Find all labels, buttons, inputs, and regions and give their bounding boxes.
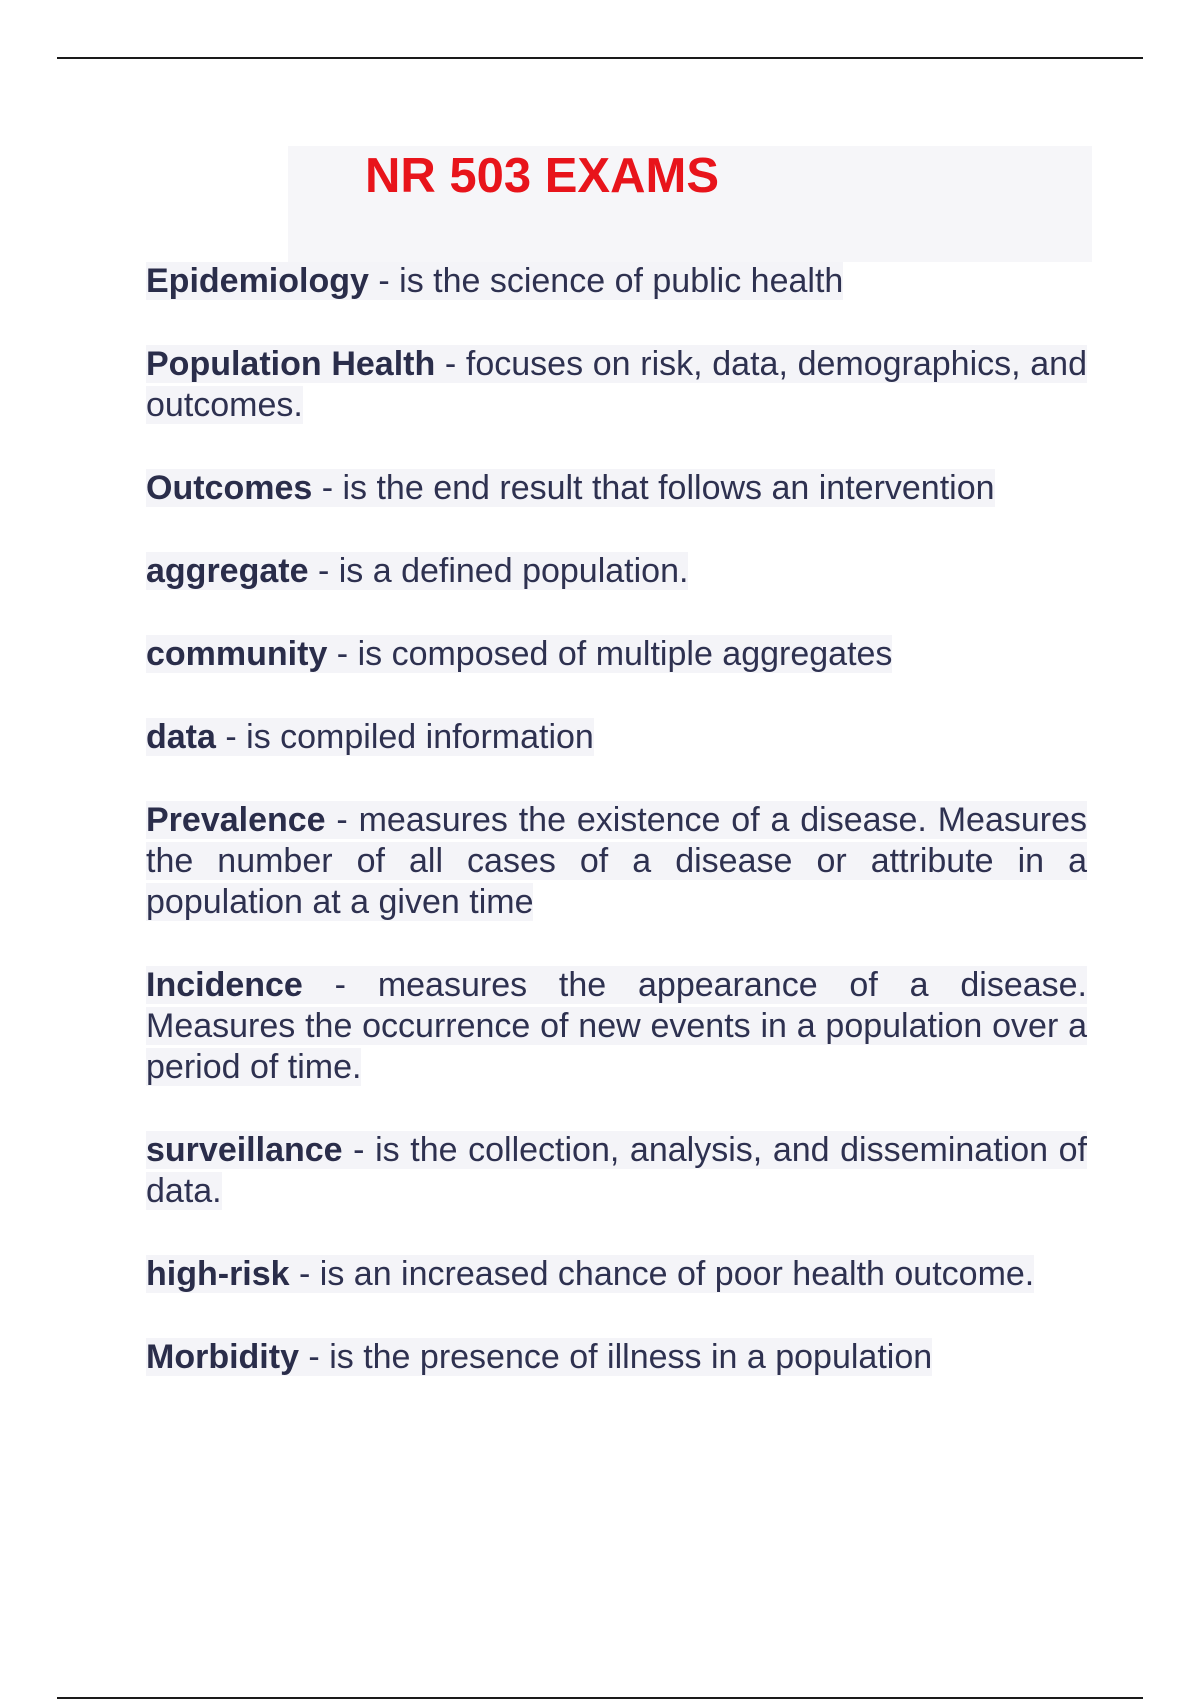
top-rule bbox=[57, 57, 1143, 59]
term-definition: - is a defined population. bbox=[308, 552, 689, 590]
bottom-rule bbox=[57, 1697, 1143, 1699]
term-word: surveillance bbox=[146, 1131, 343, 1169]
term-definition: - is the presence of illness in a population bbox=[298, 1338, 933, 1376]
term-item-aggregate bbox=[146, 551, 1087, 592]
term-word: Prevalence bbox=[146, 801, 326, 839]
term-item-outcomes bbox=[146, 468, 1087, 509]
term-definition: - is the science of public health bbox=[368, 262, 844, 300]
term-item-morbidity bbox=[146, 1337, 1087, 1378]
term-item-incidence bbox=[146, 965, 1087, 1088]
term-word: Population Health bbox=[146, 345, 436, 383]
term-item-surveillance bbox=[146, 1130, 1087, 1212]
term-item-prevalence bbox=[146, 800, 1087, 923]
term-word: community bbox=[146, 635, 328, 673]
term-item-community bbox=[146, 634, 1087, 675]
term-word: Epidemiology bbox=[146, 262, 369, 300]
term-item-population-health bbox=[146, 344, 1087, 426]
term-item-epidemiology bbox=[146, 261, 1087, 302]
term-item-data bbox=[146, 717, 1087, 758]
term-definition: - focuses on risk, data, demographics, and outcomes. bbox=[146, 345, 1087, 424]
term-word: Morbidity bbox=[146, 1338, 299, 1376]
term-word: high-risk bbox=[146, 1255, 290, 1293]
term-definition: - measures the appearance of a disease. Measures the occurrence of new events in a population over a period of time. bbox=[146, 966, 1087, 1086]
term-item-high-risk bbox=[146, 1254, 1087, 1295]
term-word: Incidence bbox=[146, 966, 303, 1004]
term-definition: - measures the existence of a disease. Measures the number of all cases of a disease or attribute in a population at a given time bbox=[146, 801, 1087, 921]
term-word: Outcomes bbox=[146, 469, 313, 507]
term-definition: - is an increased chance of poor health outcome. bbox=[289, 1255, 1035, 1293]
term-list bbox=[146, 261, 1087, 1420]
term-definition: - is composed of multiple aggregates bbox=[327, 635, 893, 673]
term-definition: - is compiled information bbox=[215, 718, 594, 756]
term-definition: - is the collection, analysis, and dissemination of data. bbox=[146, 1131, 1087, 1210]
term-word: data bbox=[146, 718, 216, 756]
term-definition: - is the end result that follows an intervention bbox=[312, 469, 995, 507]
term-word: aggregate bbox=[146, 552, 309, 590]
page-title: NR 503 EXAMS bbox=[365, 149, 720, 203]
